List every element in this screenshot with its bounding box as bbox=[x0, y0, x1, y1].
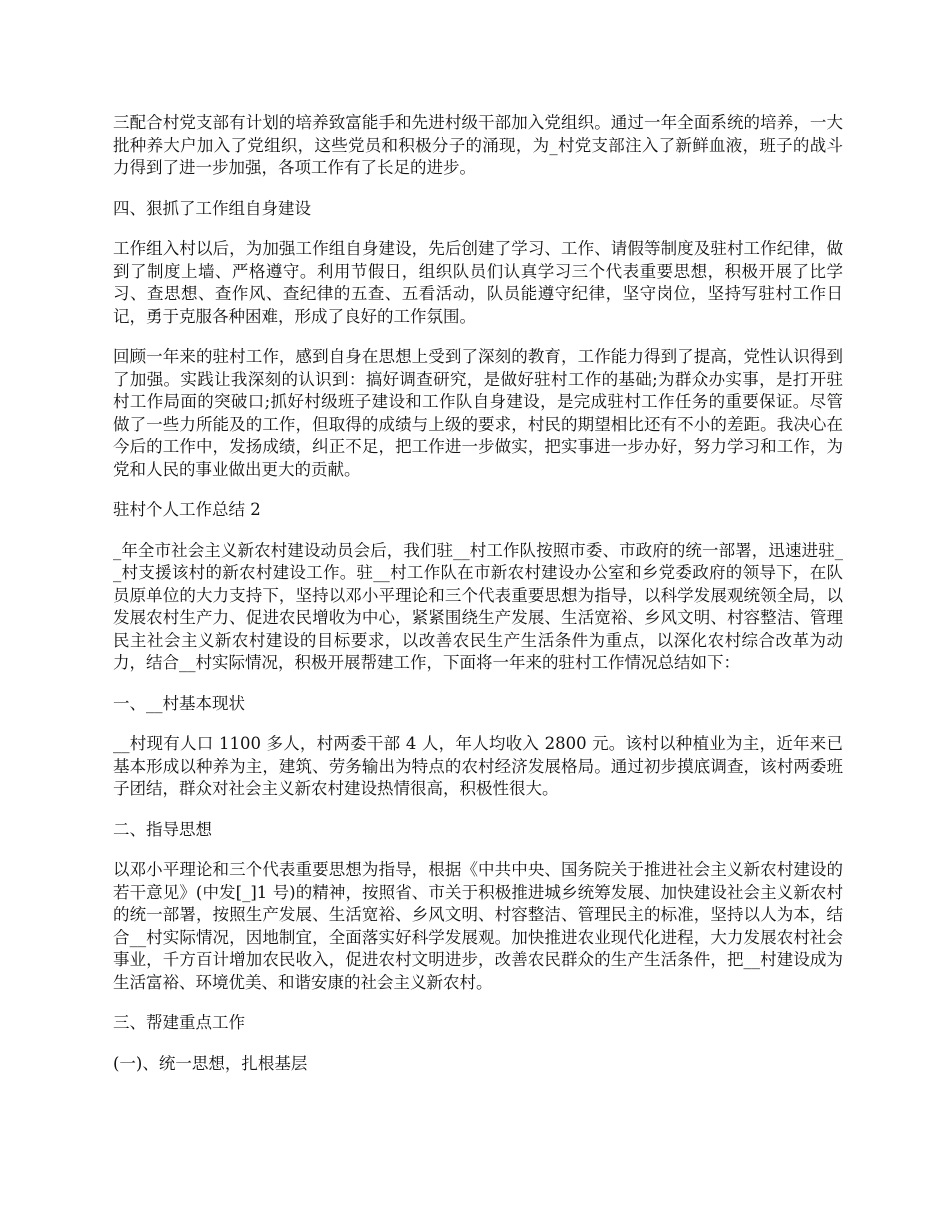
document-body bbox=[113, 112, 843, 1093]
paragraph-guiding-ideology: 以邓小平理论和三个代表重要思想为指导，根据《中共中央、国务院关于推进社会主义新农村建设的若干意见》(中发[_]1 号)的精神，按照省、市关于积极推进城乡统筹发展、加快建设社会主义新农村的统一部署，按照生产发展、生活宽裕、乡风文明、村容整洁、管理民主的标准，坚持以人为本，结合__村实际情况，因地制宜，全面落实好科学发展观。加快推进农业现代化进程，大力发展农村社会事业，千方百计增加农民收入，促进农村文明进步，改善农民群众的生产生活条件，把__村建设成为生活富裕、环境优美、和谐安康的社会主义新农村。 bbox=[113, 860, 843, 992]
heading-guiding-ideology: 二、指导思想 bbox=[113, 819, 212, 839]
heading-summary-2: 驻村个人工作总结 2 bbox=[113, 500, 261, 519]
paragraph-village-status: __村现有人口 1100 多人，村两委干部 4 人，年人均收入 2800 元。该村以种植业为主，近年来已基本形成以种养为主，建筑、劳务输出为特点的农村经济发展格局。通过初步摸底调查，该村两委班子团结，群众对社会主义新农村建设热情很高，积极性很大。 bbox=[113, 734, 843, 798]
paragraph-party-development: 三配合村党支部有计划的培养致富能手和先进村级干部加入党组织。通过一年全面系统的培养，一大批种养大户加入了党组织，这些党员和积极分子的涌现，为_村党支部注入了新鲜血液，班子的战斗力得到了进一步加强，各项工作有了长足的进步。 bbox=[113, 113, 843, 177]
heading-key-work: 三、帮建重点工作 bbox=[113, 1013, 245, 1032]
paragraph-work-team-rules: 工作组入村以后，为加强工作组自身建设，先后创建了学习、工作、请假等制度及驻村工作纪律，做到了制度上墙、严格遵守。利用节假日，组织队员们认真学习三个代表重要思想，积极开展了比学习、查思想、查作风、查纪律的五查、五看活动，队员能遵守纪律，坚守岗位，坚持写驻村工作日记，勇于克服各种困难，形成了良好的工作氛围。 bbox=[113, 239, 843, 326]
paragraph-review: 回顾一年来的驻村工作，感到自身在思想上受到了深刻的教育，工作能力得到了提高，党性认识得到了加强。实践让我深刻的认识到：搞好调查研究，是做好驻村工作的基础;为群众办实事，是打开驻村工作局面的突破口;抓好村级班子建设和工作队自身建设，是完成驻村工作任务的重要保证。尽管做了一些力所能及的工作，但取得的成绩与上级的要求，村民的期望相比还有不小的差距。我决心在今后的工作中，发扬成绩，纠正不足，把工作进一步做实，把实事进一步办好，努力学习和工作，为党和人民的事业做出更大的贡献。 bbox=[113, 347, 843, 479]
heading-village-status: 一、__村基本现状 bbox=[113, 693, 245, 713]
heading-unify-thinking: (一)、统一思想，扎根基层 bbox=[113, 1053, 308, 1073]
paragraph-introduction: _年全市社会主义新农村建设动员会后，我们驻__村工作队按照市委、市政府的统一部署，迅速进驻__村支援该村的新农村建设工作。驻__村工作队在市新农村建设办公室和乡党委政府的领导下，在队员原单位的大力支持下，坚持以邓小平理论和三个代表重要思想为指导，以科学发展观统领全局，以发展农村生产力、促进农民增收为中心，紧紧围绕生产发展、生活宽裕、乡风文明、村容整洁、管理民主社会主义新农村建设的目标要求，以改善农民生产生活条件为重点，以深化农村综合改革为动力，结合__村实际情况，积极开展帮建工作，下面将一年来的驻村工作情况总结如下： bbox=[113, 540, 843, 672]
heading-work-team-building: 四、狠抓了工作组自身建设 bbox=[113, 198, 311, 218]
